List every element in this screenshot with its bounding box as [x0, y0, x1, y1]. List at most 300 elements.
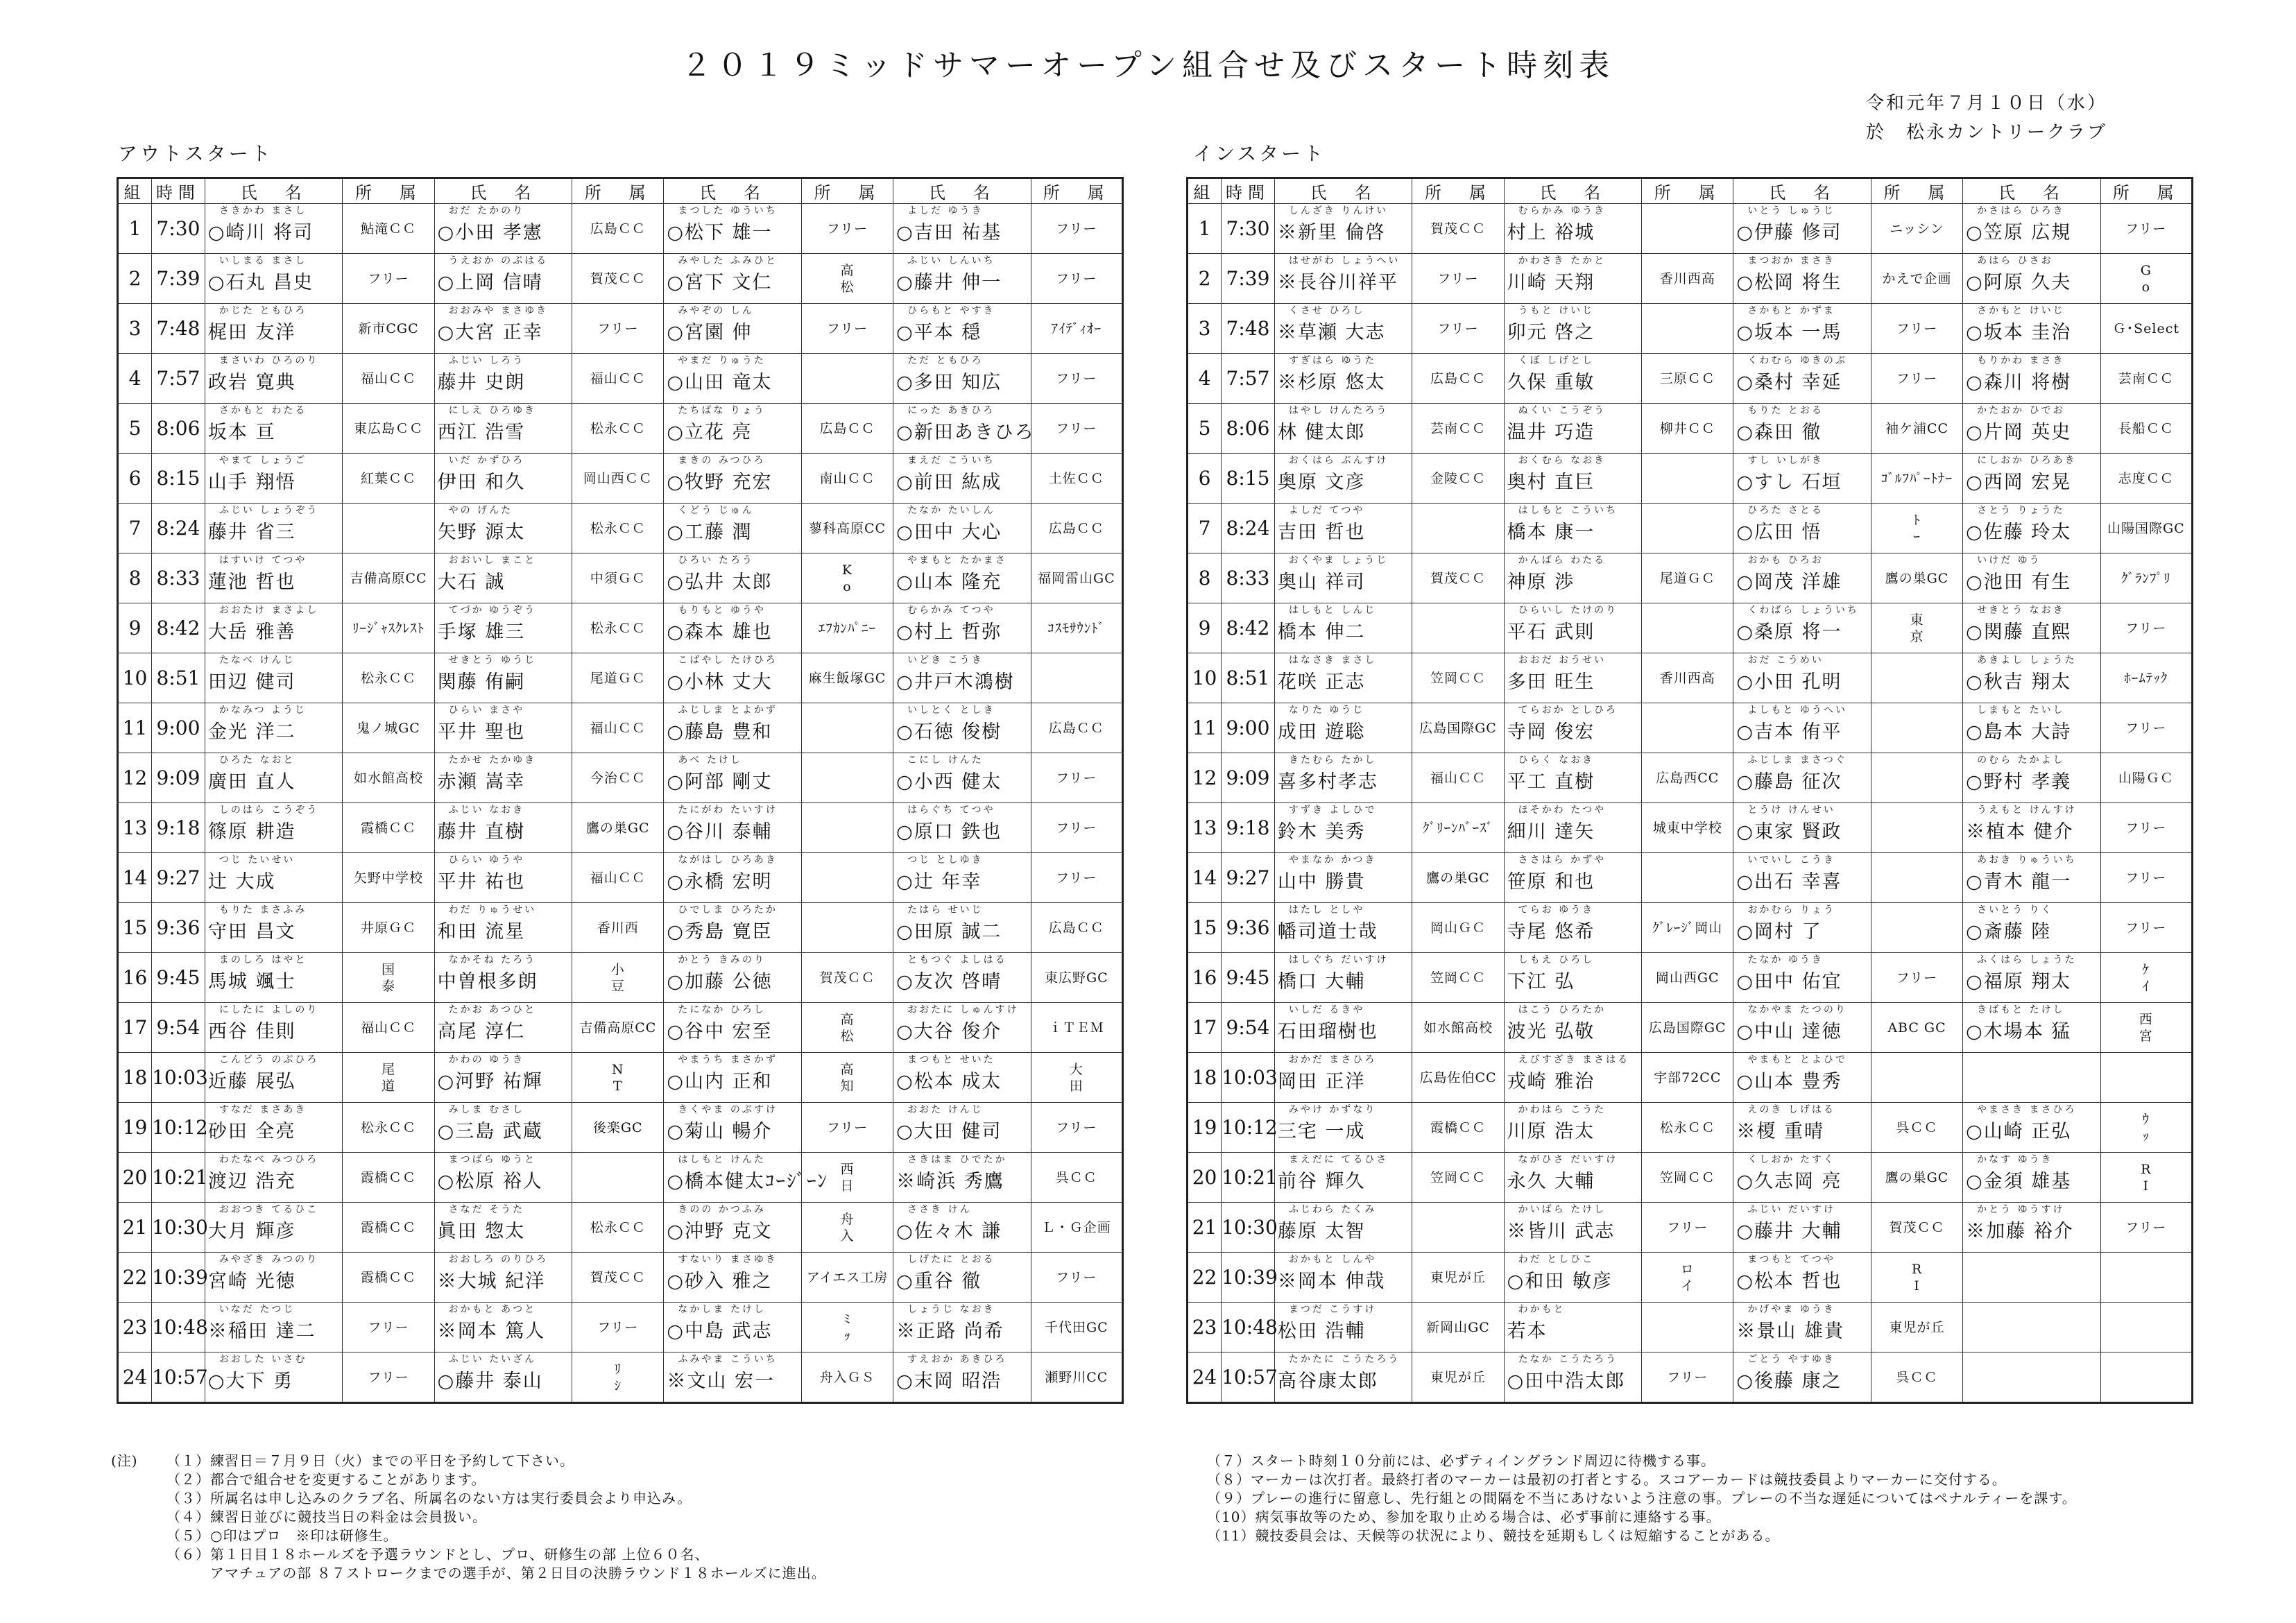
column-header: 氏 名 — [664, 178, 801, 204]
player-name: ※榎 重晴 — [1736, 1121, 1824, 1142]
player-cell — [1274, 1053, 1412, 1103]
player-name: ○岡茂 洋雄 — [1736, 572, 1842, 593]
player-name: ○藤島 豊和 — [667, 721, 773, 743]
player-affiliation — [2100, 1003, 2192, 1053]
player-affiliation — [343, 1053, 434, 1103]
player-cell — [1274, 803, 1412, 853]
player-affiliation — [1871, 504, 1962, 553]
player-affiliation — [801, 1053, 893, 1103]
player-cell — [434, 1203, 572, 1253]
group-number: 5 — [1188, 404, 1222, 454]
affiliation-line: ｹ — [2142, 961, 2150, 977]
start-time: 7:39 — [152, 254, 205, 304]
player-cell — [1963, 753, 2100, 803]
player-cell — [1274, 853, 1412, 903]
player-name: 西谷 佳則 — [207, 1021, 296, 1042]
group-number: 17 — [1188, 1003, 1222, 1053]
player-reading: ふじしま とよかず — [678, 705, 778, 716]
group-number: 9 — [118, 603, 152, 653]
start-time: 8:06 — [1222, 404, 1275, 454]
player-cell — [893, 1303, 1031, 1352]
player-reading: ふくはら しょうた — [1977, 954, 2077, 965]
group-number: 11 — [1188, 703, 1222, 753]
player-cell — [434, 1352, 572, 1403]
player-affiliation: 霞橋ＣＣ — [343, 1203, 434, 1253]
player-reading: まつもと てつや — [1747, 1254, 1835, 1265]
player-reading: かげやま ゆうき — [1747, 1304, 1835, 1315]
player-reading: しんざき りんけい — [1288, 205, 1389, 216]
player-cell — [893, 703, 1031, 753]
player-affiliation — [801, 803, 893, 853]
player-cell — [893, 1103, 1031, 1153]
player-affiliation — [1642, 204, 1733, 254]
player-name: ○岡村 了 — [1736, 921, 1822, 943]
player-affiliation — [1871, 903, 1962, 953]
player-affiliation: 福山ＣＣ — [343, 354, 434, 404]
player-reading: しもえ ひろし — [1518, 954, 1595, 965]
column-header: 氏 名 — [434, 178, 572, 204]
player-affiliation — [2100, 1153, 2192, 1203]
player-reading: やまさき まさひろ — [1977, 1104, 2077, 1115]
player-name: ※景山 雄貴 — [1736, 1321, 1844, 1342]
column-header: 時間 — [152, 178, 205, 204]
player-name: 波光 弘敬 — [1507, 1021, 1595, 1042]
player-reading: よしだ ゆうき — [907, 205, 984, 216]
player-name: ○斎藤 陸 — [1966, 921, 2052, 943]
player-name: ○吉田 祐基 — [896, 222, 1002, 243]
player-affiliation — [801, 903, 893, 953]
player-reading: かわの ゆうき — [448, 1054, 525, 1065]
player-affiliation: 福岡雷山GC — [1031, 553, 1122, 603]
group-row — [1188, 953, 2193, 1003]
player-cell — [1733, 553, 1871, 603]
player-name: 砂田 全亮 — [207, 1121, 296, 1142]
player-cell — [1733, 1103, 1871, 1153]
player-affiliation: フリー — [1871, 304, 1962, 354]
player-reading: おだ こうめい — [1747, 655, 1824, 666]
player-affiliation: フリー — [2100, 903, 2192, 953]
player-affiliation: 矢野中学校 — [343, 853, 434, 903]
player-affiliation — [1871, 603, 1962, 653]
player-affiliation — [1871, 703, 1962, 753]
player-affiliation: 長船ＣＣ — [2100, 404, 2192, 454]
player-reading: ひらい まさや — [448, 705, 525, 716]
player-affiliation — [1031, 653, 1122, 703]
player-cell — [1274, 603, 1412, 653]
player-cell — [205, 1003, 342, 1053]
player-reading: おかも ひろお — [1747, 555, 1824, 566]
group-row — [118, 553, 1123, 603]
player-reading: みやけ かずなり — [1288, 1104, 1377, 1115]
player-name: 和田 流星 — [437, 921, 526, 943]
player-reading: まえだに てるひさ — [1288, 1154, 1389, 1165]
player-cell — [205, 1053, 342, 1103]
group-row — [118, 753, 1123, 803]
player-affiliation: フリー — [572, 1303, 664, 1352]
player-reading: もりかわ まさき — [1977, 355, 2065, 366]
player-affiliation — [1871, 653, 1962, 703]
player-cell — [664, 1103, 801, 1153]
group-number: 23 — [1188, 1303, 1222, 1352]
player-name: ○砂入 雅之 — [667, 1271, 773, 1292]
start-time: 10:57 — [1222, 1352, 1275, 1403]
player-cell — [893, 304, 1031, 354]
player-cell — [664, 903, 801, 953]
start-time: 7:48 — [152, 304, 205, 354]
player-name: ○秀島 寛臣 — [667, 921, 773, 943]
affiliation-line: R — [2141, 1161, 2152, 1177]
player-cell — [1963, 254, 2100, 304]
group-row — [118, 454, 1123, 504]
group-number: 17 — [118, 1003, 152, 1053]
player-cell — [893, 1352, 1031, 1403]
player-cell — [664, 1253, 801, 1303]
player-reading: しのはら こうぞう — [219, 805, 319, 816]
player-cell — [434, 1303, 572, 1352]
group-row — [1188, 1352, 2193, 1403]
player-cell — [893, 454, 1031, 504]
player-affiliation: ﾎｰﾑﾃｯｸ — [2100, 653, 2192, 703]
player-cell — [893, 204, 1031, 254]
start-time: 8:51 — [1222, 653, 1275, 703]
player-name: ○木場本 猛 — [1966, 1021, 2072, 1042]
player-name: 松田 浩輔 — [1277, 1321, 1366, 1342]
player-affiliation: 松永ＣＣ — [572, 404, 664, 454]
player-name: ○福原 翔太 — [1966, 971, 2072, 993]
group-number: 1 — [1188, 204, 1222, 254]
player-name: 辻 大成 — [207, 871, 276, 893]
start-time: 9:45 — [1222, 953, 1275, 1003]
player-affiliation: ABC GC — [1871, 1003, 1962, 1053]
player-name: 橋口 大輔 — [1277, 971, 1366, 993]
player-reading: ささき けん — [907, 1204, 972, 1215]
player-cell — [1963, 204, 2100, 254]
player-affiliation — [1871, 853, 1962, 903]
player-name: ○辻 年幸 — [896, 871, 982, 893]
player-reading: むらかみ てつや — [907, 605, 995, 616]
player-name: ○菊山 暢介 — [667, 1121, 773, 1142]
player-cell — [1274, 1003, 1412, 1053]
player-reading: きのの かつふみ — [678, 1204, 766, 1215]
player-name: ○田中 佑宜 — [1736, 971, 1842, 993]
player-reading: さいとう りく — [1977, 904, 2053, 916]
player-reading: こんどう のぶひろ — [219, 1054, 319, 1065]
player-cell — [664, 653, 801, 703]
player-affiliation — [2100, 1303, 2192, 1352]
player-affiliation: 香川西高 — [1642, 653, 1733, 703]
player-name: 廣田 直人 — [207, 771, 296, 793]
player-affiliation: ｺﾞﾙﾌﾊﾟｰﾄﾅｰ — [1871, 454, 1962, 504]
player-reading: おかむら りょう — [1747, 904, 1835, 916]
player-cell — [1504, 603, 1641, 653]
group-number: 12 — [118, 753, 152, 803]
start-time: 9:09 — [1222, 753, 1275, 803]
column-header: 所 属 — [801, 178, 893, 204]
player-reading: さとう りょうた — [1977, 505, 2065, 516]
player-reading: えのき しげはる — [1747, 1104, 1835, 1115]
player-cell — [434, 653, 572, 703]
player-reading: まつした ゆういち — [678, 205, 778, 216]
player-name: 藤井 省三 — [207, 522, 296, 543]
group-row — [118, 254, 1123, 304]
player-reading: おおたに しゅんすけ — [907, 1004, 1019, 1015]
note-line: アマチュアの部 ８７ストロークまでの選手が、第２日目の決勝ラウンド１８ホールズに進出。 — [166, 1565, 826, 1581]
affiliation-line: 尾 — [381, 1061, 395, 1077]
player-name: 吉田 哲也 — [1277, 522, 1366, 543]
start-time: 9:27 — [1222, 853, 1275, 903]
group-number: 3 — [1188, 304, 1222, 354]
player-name: 久保 重敏 — [1507, 372, 1595, 393]
player-name: 近藤 展弘 — [207, 1071, 296, 1092]
player-reading: まえだ こういち — [907, 455, 995, 466]
player-cell — [1733, 1153, 1871, 1203]
affiliation-line: 宮 — [2139, 1028, 2153, 1044]
start-time: 10:21 — [1222, 1153, 1275, 1203]
player-reading: たなか ゆうき — [1747, 954, 1824, 965]
affiliation-line: 高 — [840, 1011, 855, 1027]
player-reading: はせがわ しょうへい — [1288, 255, 1400, 266]
player-name: 矢野 源太 — [437, 522, 526, 543]
player-affiliation — [1642, 703, 1733, 753]
player-name: ○山田 竜太 — [667, 372, 773, 393]
player-reading: くぼ しげとし — [1518, 355, 1595, 366]
player-reading: やまもと とよひで — [1747, 1054, 1847, 1065]
group-row — [1188, 1303, 2193, 1352]
player-cell — [1504, 1153, 1641, 1203]
player-reading: あはら ひさお — [1977, 255, 2053, 266]
start-time: 10:39 — [152, 1253, 205, 1303]
player-name: ※大城 紀洋 — [437, 1271, 546, 1292]
player-cell — [1274, 653, 1412, 703]
group-number: 2 — [1188, 254, 1222, 304]
player-cell — [664, 504, 801, 553]
player-name: ○田中浩太郎 — [1507, 1371, 1626, 1392]
affiliation-line: 国 — [381, 961, 395, 977]
player-name: ○谷中 宏至 — [667, 1021, 773, 1042]
player-name: 金光 洋二 — [207, 721, 296, 743]
player-affiliation: 岡山西GC — [1642, 953, 1733, 1003]
player-cell — [1733, 703, 1871, 753]
player-affiliation — [2100, 1103, 2192, 1153]
player-affiliation: Ｇ･Select — [2100, 304, 2192, 354]
player-name: ○金須 雄基 — [1966, 1171, 2072, 1192]
player-affiliation: 呉ＣＣ — [1031, 1153, 1122, 1203]
player-affiliation: 霞橋ＣＣ — [343, 803, 434, 853]
player-cell — [664, 354, 801, 404]
player-reading: てづか ゆうぞう — [448, 605, 537, 616]
group-row — [1188, 1053, 2193, 1103]
player-cell — [1963, 1203, 2100, 1253]
affiliation-line: ｲ — [2142, 978, 2150, 994]
player-reading: ふじい たいざん — [448, 1354, 537, 1365]
player-name: ○和田 敏彦 — [1507, 1271, 1613, 1292]
start-time: 10:30 — [152, 1203, 205, 1253]
group-number: 20 — [1188, 1153, 1222, 1203]
player-reading: かわはら こうた — [1518, 1104, 1607, 1115]
player-affiliation: 柳井ＣＣ — [1642, 404, 1733, 454]
player-cell — [1274, 204, 1412, 254]
group-number: 19 — [1188, 1103, 1222, 1153]
group-row — [1188, 204, 2193, 254]
player-reading: ふじい しろう — [448, 355, 525, 366]
player-reading: かたおか ひでお — [1977, 405, 2065, 416]
player-affiliation: フリー — [1412, 304, 1504, 354]
player-reading: ふじしま まさつぐ — [1747, 755, 1847, 766]
affiliation-line: o — [2141, 279, 2151, 295]
group-number: 5 — [118, 404, 152, 454]
player-affiliation: 賀茂ＣＣ — [801, 953, 893, 1003]
player-reading: おおいし まこと — [448, 555, 537, 566]
player-reading: かなす ゆうき — [1977, 1154, 2053, 1165]
group-row — [118, 1103, 1123, 1153]
column-header: 氏 名 — [1963, 178, 2100, 204]
player-cell — [893, 1203, 1031, 1253]
player-affiliation — [801, 553, 893, 603]
affiliation-line: N — [611, 1061, 624, 1077]
player-name: ○多田 知広 — [896, 372, 1002, 393]
player-reading: やまだ りゅうた — [678, 355, 766, 366]
player-reading: おかもと しんや — [1288, 1254, 1377, 1265]
player-cell — [205, 603, 342, 653]
player-affiliation: ニッシン — [1871, 204, 1962, 254]
player-cell — [1274, 504, 1412, 553]
group-row — [118, 204, 1123, 254]
affiliation-line: K — [841, 562, 853, 578]
player-name: ○沖野 克文 — [667, 1221, 773, 1242]
player-reading: もりた まさふみ — [219, 904, 307, 916]
player-reading: さきかわ まさし — [219, 205, 307, 216]
player-affiliation: 香川西高 — [1642, 254, 1733, 304]
player-reading: さきはま ひでたか — [907, 1154, 1007, 1165]
player-name: ○桑原 将一 — [1736, 621, 1842, 643]
player-reading: たかせ たかゆき — [448, 755, 537, 766]
player-reading: やまもと たかまさ — [907, 555, 1007, 566]
player-name: ○村上 哲弥 — [896, 621, 1002, 643]
player-reading: ふみやま こういち — [678, 1354, 778, 1365]
player-cell — [434, 703, 572, 753]
player-affiliation: 芸南ＣＣ — [1412, 404, 1504, 454]
player-reading: ふじい しょうぞう — [219, 505, 319, 516]
player-name: 大岳 雅善 — [207, 621, 296, 643]
player-name: 喜多村孝志 — [1277, 771, 1378, 793]
player-name: 村上 裕城 — [1507, 222, 1595, 243]
note-line: （４）練習日並びに競技当日の料金は会員扱い。 — [166, 1509, 487, 1525]
player-name: 神原 渉 — [1507, 572, 1575, 593]
player-reading: かさはら ひろき — [1977, 205, 2065, 216]
player-reading: まつもと せいた — [907, 1054, 995, 1065]
player-affiliation: 霞橋ＣＣ — [1412, 1103, 1504, 1153]
player-name: 若本 — [1507, 1321, 1548, 1342]
player-reading: しまもと たいし — [1977, 705, 2065, 716]
player-affiliation: 城東中学校 — [1642, 803, 1733, 853]
column-header: 所 属 — [343, 178, 434, 204]
player-name: ○坂本 圭治 — [1966, 322, 2072, 343]
player-name: 藤井 直樹 — [437, 821, 526, 843]
affiliation-line: 豆 — [610, 978, 625, 994]
player-cell — [1504, 1003, 1641, 1053]
player-affiliation: 賀茂ＣＣ — [572, 254, 664, 304]
player-cell — [205, 504, 342, 553]
player-affiliation: 千代田GC — [1031, 1303, 1122, 1352]
player-affiliation: 今治ＣＣ — [572, 753, 664, 803]
player-name: ○河野 祐輝 — [437, 1071, 543, 1092]
player-reading: ごとう やすゆき — [1747, 1354, 1835, 1365]
player-cell — [1504, 1053, 1641, 1103]
player-reading: すずき よしひで — [1288, 805, 1377, 816]
affiliation-line: 大 — [1069, 1061, 1083, 1077]
group-number: 16 — [118, 953, 152, 1003]
player-reading: みしま むさし — [448, 1104, 525, 1115]
group-number: 13 — [1188, 803, 1222, 853]
player-cell — [664, 953, 801, 1003]
player-reading: おくはら ぶんすけ — [1288, 455, 1389, 466]
player-cell — [1963, 1003, 2100, 1053]
player-reading: ささはら かずや — [1518, 855, 1607, 866]
start-time: 7:48 — [1222, 304, 1275, 354]
player-cell — [1504, 454, 1641, 504]
player-cell — [1274, 1203, 1412, 1253]
player-name: 卯元 啓之 — [1507, 322, 1595, 343]
player-cell — [1963, 953, 2100, 1003]
group-row — [118, 1352, 1123, 1403]
player-affiliation — [1642, 304, 1733, 354]
group-row — [1188, 1203, 2193, 1253]
player-cell — [893, 953, 1031, 1003]
player-name: 馬城 颯士 — [207, 971, 296, 993]
group-row — [118, 304, 1123, 354]
group-row — [1188, 1253, 2193, 1303]
player-reading: てらおか としひろ — [1518, 705, 1618, 716]
player-cell — [664, 454, 801, 504]
player-affiliation: ｱｲﾃﾞｨｵｰ — [1031, 304, 1122, 354]
affiliation-line: ロ — [1680, 1261, 1695, 1277]
player-name: ○片岡 英史 — [1966, 422, 2072, 443]
player-reading: つじ たいせい — [219, 855, 295, 866]
start-time: 7:30 — [152, 204, 205, 254]
player-cell — [893, 853, 1031, 903]
player-name: 平工 直樹 — [1507, 771, 1595, 793]
player-reading: うえもと けんすけ — [1977, 805, 2077, 816]
group-row — [1188, 304, 2193, 354]
player-reading: まつばら ゆうと — [448, 1154, 537, 1165]
player-reading: ひろた さとる — [1747, 505, 1824, 516]
player-affiliation: 広島国際GC — [1412, 703, 1504, 753]
group-row — [1188, 504, 2193, 553]
player-affiliation: 広島国際GC — [1642, 1003, 1733, 1053]
start-time: 8:06 — [152, 404, 205, 454]
group-number: 7 — [118, 504, 152, 553]
player-reading: いしとく としき — [907, 705, 995, 716]
start-time: 10:12 — [1222, 1103, 1275, 1153]
player-reading: くわばら しょういち — [1747, 605, 1859, 616]
event-venue: 於 松永カントリークラブ — [1866, 122, 2108, 143]
group-row — [1188, 703, 2193, 753]
column-header: 所 属 — [1412, 178, 1504, 204]
group-number: 22 — [118, 1253, 152, 1303]
player-affiliation: フリー — [1031, 204, 1122, 254]
group-row — [118, 354, 1123, 404]
in-start-label: インスタート — [1193, 142, 1326, 165]
player-cell — [893, 553, 1031, 603]
group-number: 18 — [1188, 1053, 1222, 1103]
player-affiliation: 三原ＣＣ — [1642, 354, 1733, 404]
player-affiliation: 東児が丘 — [1412, 1253, 1504, 1303]
player-name: ○松本 成太 — [896, 1071, 1002, 1092]
player-reading: やまなか かつき — [1288, 855, 1377, 866]
player-affiliation — [2100, 1253, 2192, 1303]
player-name: ○前田 紘成 — [896, 472, 1002, 493]
player-cell — [205, 404, 342, 454]
